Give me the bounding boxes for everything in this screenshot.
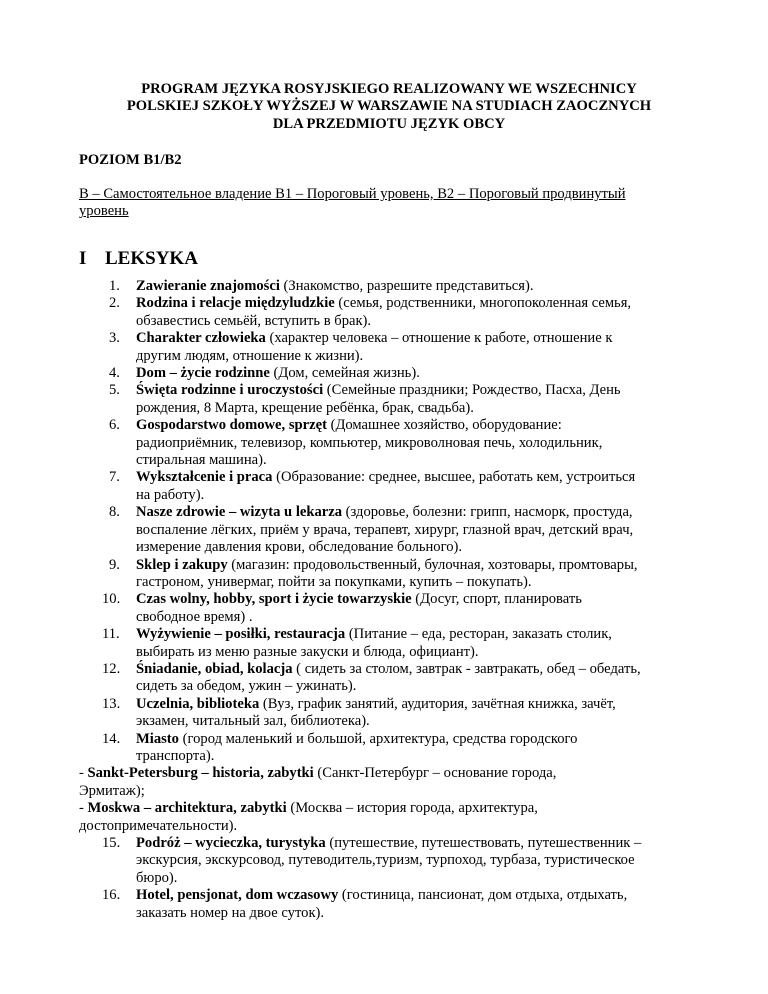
list-item-text: гастроном, универмаг, пойти за покупками, купить – покупать). bbox=[136, 573, 532, 590]
list-item-number: 7. bbox=[109, 469, 120, 486]
list-item-text: (Питание – еда, ресторан, заказать столик, bbox=[345, 626, 612, 643]
list-item-text: (путешествие, путешествовать, путешественник – bbox=[325, 835, 642, 851]
topic-list bbox=[79, 278, 699, 922]
list-item bbox=[79, 557, 699, 592]
list-item-text: (магазин: продовольственный, булочная, хозтовары, промтовары, bbox=[227, 556, 638, 573]
list-item-number: 2. bbox=[109, 295, 120, 312]
level-description-line: В – Самостоятельное владение В1 – Пороговый уровень, В2 – Пороговый продвинутый bbox=[79, 186, 626, 202]
list-item-number: 9. bbox=[109, 556, 120, 573]
list-item-topic: Czas wolny, hobby, sport i życie towarzyskie bbox=[136, 591, 412, 608]
list-item-line bbox=[136, 696, 699, 713]
sub-item-text: (Москва – история города, архитектура, bbox=[286, 800, 538, 817]
list-item-line bbox=[136, 731, 699, 748]
list-item-line bbox=[136, 852, 699, 869]
section-title: LEKSYKA bbox=[105, 248, 198, 269]
list-item-line bbox=[136, 644, 699, 661]
list-item-text: (Знакомство, разрешите представиться). bbox=[279, 278, 534, 294]
list-item-line bbox=[136, 417, 699, 434]
title-line: POLSKIEJ SZKOŁY WYŻSZEJ W WARSZAWIE NA STUDIACH ZAOCZNYCH bbox=[126, 98, 652, 115]
list-item-text: (гостиница, пансионат, дом отдыха, отдыхать, bbox=[338, 887, 628, 904]
list-item-text: заказать номер на двое суток). bbox=[136, 904, 325, 921]
list-item-text: (Досуг, спорт, планировать bbox=[411, 591, 582, 608]
list-item-text: (характер человека – отношение к работе, отношение к bbox=[265, 330, 613, 347]
sub-item-text: Эрмитаж); bbox=[79, 782, 145, 799]
list-item bbox=[79, 330, 699, 365]
sub-item-line bbox=[79, 818, 699, 835]
list-item-line bbox=[136, 835, 699, 852]
list-item bbox=[79, 887, 699, 922]
list-item-line bbox=[136, 713, 699, 730]
section-number: I bbox=[79, 248, 87, 269]
list-item-topic: Śniadanie, obiad, kolacja bbox=[136, 660, 293, 677]
list-item bbox=[79, 365, 699, 382]
list-item-text: ( сидеть за столом, завтрак - завтракать, обед – обедать, bbox=[292, 660, 641, 677]
sub-item-line bbox=[79, 800, 699, 817]
list-item-number: 4. bbox=[109, 365, 120, 382]
title-line: DLA PRZEDMIOTU JĘZYK OBCY bbox=[272, 115, 506, 132]
list-item-line bbox=[136, 278, 699, 295]
list-item-text: (Дом, семейная жизнь). bbox=[269, 365, 420, 382]
document-title bbox=[79, 81, 699, 133]
list-item-line bbox=[136, 295, 699, 312]
list-item-text: обзавестись семьёй, вступить в брак). bbox=[136, 312, 372, 329]
list-item-number: 8. bbox=[109, 504, 120, 521]
list-item bbox=[79, 469, 699, 504]
list-item-line bbox=[136, 487, 699, 504]
list-item-line bbox=[136, 504, 699, 521]
sub-item-dash: - bbox=[79, 765, 88, 782]
list-item-number: 13. bbox=[102, 695, 121, 712]
list-item-line bbox=[136, 678, 699, 695]
list-item-number: 5. bbox=[109, 382, 120, 399]
list-item-number: 10. bbox=[102, 591, 121, 608]
list-item-text: (Семейные праздники; Рождество, Пасха, День bbox=[323, 382, 621, 399]
list-item-number: 15. bbox=[102, 835, 121, 851]
list-item bbox=[79, 731, 699, 766]
list-item bbox=[79, 661, 699, 696]
list-item bbox=[79, 417, 699, 469]
list-item-number: 11. bbox=[102, 626, 120, 643]
list-item-topic: Nasze zdrowie – wizyta u lekarza bbox=[136, 504, 343, 521]
level-heading: POZIOM B1/B2 bbox=[79, 152, 182, 168]
list-item-number: 16. bbox=[102, 887, 121, 904]
list-item-topic: Rodzina i relacje międzyludzkie bbox=[136, 295, 335, 312]
list-item-text: радиоприёмник, телевизор, компьютер, микроволновая печь, холодильник, bbox=[136, 434, 603, 451]
list-item-text: (город маленький и большой, архитектура, средства городского bbox=[178, 730, 578, 747]
list-item-line bbox=[136, 626, 699, 643]
list-item-text: (Образование: среднее, высшее, работать кем, устроиться bbox=[272, 469, 636, 486]
sub-item-topic: Sankt-Petersburg – historia, zabytki bbox=[87, 765, 314, 782]
list-item-line bbox=[136, 348, 699, 365]
list-item-topic: Dom – życie rodzinne bbox=[136, 365, 270, 382]
list-item-line bbox=[136, 748, 699, 765]
section-heading bbox=[79, 248, 198, 270]
list-item-text: свободное время) . bbox=[136, 608, 253, 625]
list-item-line bbox=[136, 870, 699, 887]
sub-item-text: достопримечательности). bbox=[79, 817, 238, 834]
list-item-text: (здоровье, болезни: грипп, насморк, простуда, bbox=[342, 504, 633, 521]
list-item bbox=[79, 591, 699, 626]
list-item-text: бюро). bbox=[136, 869, 178, 886]
list-item-text: (Домашнее хозяйство, оборудование: bbox=[326, 417, 562, 434]
list-item bbox=[79, 835, 699, 887]
list-item-topic: Uczelnia, biblioteka bbox=[136, 695, 260, 712]
list-item-line bbox=[136, 382, 699, 399]
list-item-number: 3. bbox=[109, 330, 120, 347]
list-item-line bbox=[136, 365, 699, 382]
sub-item-line bbox=[79, 783, 699, 800]
list-item-topic: Wykształcenie i praca bbox=[136, 469, 273, 486]
list-item-number: 14. bbox=[102, 730, 121, 747]
sub-item-line bbox=[79, 765, 699, 782]
list-item-topic: Zawieranie znajomości bbox=[136, 278, 280, 294]
list-item-line bbox=[136, 313, 699, 330]
sub-item-topic: Moskwa – architektura, zabytki bbox=[87, 800, 287, 817]
list-item-topic: Podróż – wycieczka, turystyka bbox=[136, 835, 326, 851]
list-item-text: измерение давления крови, обследование больного). bbox=[136, 539, 463, 556]
list-item-text: на работу). bbox=[136, 486, 205, 503]
list-item-topic: Miasto bbox=[136, 730, 179, 747]
list-item-line bbox=[136, 330, 699, 347]
list-item-topic: Gospodarstwo domowe, sprzęt bbox=[136, 417, 327, 434]
list-item-text: экзамен, читальный зал, библиотека). bbox=[136, 713, 370, 730]
list-item-line bbox=[136, 574, 699, 591]
list-item-line bbox=[136, 887, 699, 904]
list-item-text: сидеть за обедом, ужин – ужинать). bbox=[136, 678, 357, 695]
list-item-text: выбирать из меню разные закуски и блюда, официант). bbox=[136, 643, 479, 660]
list-item-text: (семья, родственники, многопоколенная семья, bbox=[334, 295, 632, 312]
list-item-line bbox=[136, 452, 699, 469]
list-item bbox=[79, 295, 699, 330]
list-item-line bbox=[136, 661, 699, 678]
list-item-text: воспаление лёгких, приём у врача, терапевт, хирург, глазной врач, детский врач, bbox=[136, 521, 634, 538]
list-item bbox=[79, 504, 699, 556]
list-item-line bbox=[136, 609, 699, 626]
list-item-line bbox=[136, 591, 699, 608]
list-item-text: стиральная машина). bbox=[136, 452, 267, 469]
list-item-number: 1. bbox=[109, 278, 120, 294]
list-item-topic: Wyżywienie – posiłki, restauracja bbox=[136, 626, 346, 643]
list-item-number: 6. bbox=[109, 417, 120, 434]
list-item bbox=[79, 696, 699, 731]
list-item-number: 12. bbox=[102, 660, 121, 677]
level-description bbox=[79, 186, 699, 221]
list-item-topic: Święta rodzinne i uroczystości bbox=[136, 382, 324, 399]
list-item-topic: Hotel, pensjonat, dom wczasowy bbox=[136, 887, 339, 904]
list-item-text: другим людям, отношение к жизни). bbox=[136, 347, 364, 364]
sub-item-dash: - bbox=[79, 800, 88, 817]
sub-item-text: (Санкт-Петербург – основание города, bbox=[313, 765, 557, 782]
sub-item bbox=[79, 765, 699, 800]
list-item-line bbox=[136, 905, 699, 922]
list-item bbox=[79, 382, 699, 417]
list-item-line bbox=[136, 557, 699, 574]
list-item-text: рождения, 8 Марта, крещение ребёнка, брак, свадьба). bbox=[136, 399, 474, 416]
list-item-line bbox=[136, 435, 699, 452]
list-item-line bbox=[136, 522, 699, 539]
list-item-topic: Sklep i zakupy bbox=[136, 556, 228, 573]
title-line: PROGRAM JĘZYKA ROSYJSKIEGO REALIZOWANY WE WSZECHNICY bbox=[141, 81, 637, 97]
list-item-text: экскурсия, экскурсовод, путеводитель,туризм, турпоход, турбаза, туристическое bbox=[136, 852, 635, 869]
list-item-line bbox=[136, 469, 699, 486]
list-item-text: (Вуз, график занятий, аудитория, зачётная книжка, зачёт, bbox=[259, 695, 616, 712]
sub-item bbox=[79, 800, 699, 835]
list-item-line bbox=[136, 400, 699, 417]
list-item-topic: Charakter człowieka bbox=[136, 330, 266, 347]
list-item bbox=[79, 626, 699, 661]
level-description-line: уровень bbox=[79, 203, 129, 220]
list-item-line bbox=[136, 539, 699, 556]
list-item-text: транспорта). bbox=[136, 747, 215, 764]
list-item bbox=[79, 278, 699, 295]
